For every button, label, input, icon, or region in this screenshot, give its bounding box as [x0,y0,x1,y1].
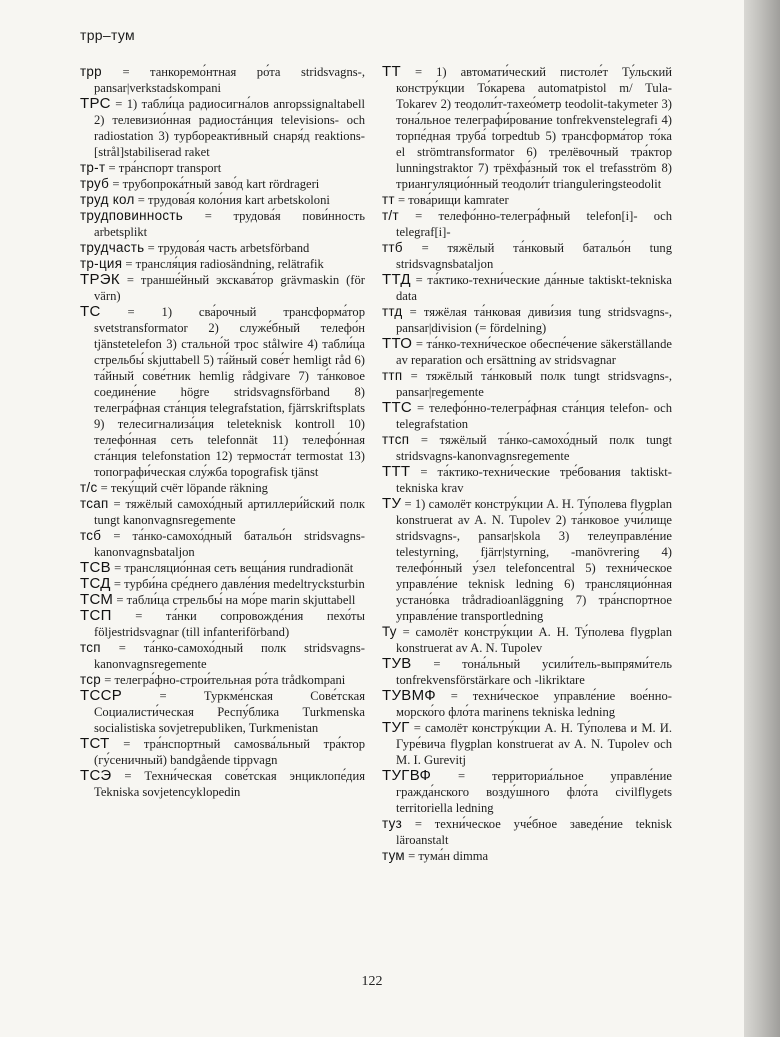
dictionary-entry [382,304,672,336]
entry-definition: = танкоремо́нтная ро́та stridsvagns-, pansar|verkstadskompani [94,65,365,95]
entry-headword: ТТС [382,399,413,416]
left-column [80,64,365,800]
entry-definition: = тра́нспортный самоsва́льный тра́ктор (гу́сеничный) bandgående tippvagn [94,737,365,767]
entry-definition: = теку́щий счёт löpande räkning [100,481,268,495]
entry-definition: = 1) табли́ца радиосигна́лов anropssignaltabell 2) телевизио́нная радиостáнция televisions- och radiostation 3) турбореакти́вный снаря́д reaktions- [strål]stabiliserad raket [94,97,365,159]
dictionary-entry [80,304,365,480]
entry-headword: ттд [382,304,403,319]
entry-headword: тт [382,192,395,207]
page-number: 122 [361,974,383,989]
entry-definition: = та́нко-самохо́дный батальо́н stridsvagns-kanonvagnsbataljon [94,529,365,559]
entry-definition: = Туркме́нская Сове́тская Социалисти́ческая Респу́блика Turkmenska socialistiska sovjetrepubliken, Turkmenistan [94,689,365,735]
running-head: трр–тум [80,27,135,43]
entry-headword: тр-ция [80,256,123,271]
dictionary-entry [80,208,365,240]
entry-headword: ТСП [80,607,112,624]
entry-definition: = телегра́фно-строи́тельная ро́та trådkompani [104,673,346,687]
entry-definition: = тра́нспорт transport [108,161,222,175]
dictionary-entry [80,528,365,560]
entry-headword: ТССР [80,687,123,704]
entry-headword: тр-т [80,160,106,175]
dictionary-entry [80,560,365,576]
dictionary-entry [80,256,365,272]
entry-definition: = техни́ческое управле́ние вое́нно-морско́го фло́та marinens tekniska ledning [396,689,672,719]
entry-definition: = това́рищи kamrater [398,193,509,207]
dictionary-entry [382,208,672,240]
entry-definition: = та́нко-самохо́дный полк stridsvagns-kanonvagnsregemente [94,641,365,671]
dictionary-entry [382,432,672,464]
dictionary-entry [80,688,365,736]
entry-headword: ТСТ [80,735,110,752]
entry-definition: = трансляцио́нная сеть веща́ния rundradionät [114,561,354,575]
entry-definition: = трудова́я пови́нность arbetsplikt [94,209,365,239]
entry-definition: = та́нки сопровожде́ния пехо́ты följestridsvagnar (till infanteriförband) [94,609,365,639]
entry-headword: ттб [382,240,403,255]
dictionary-entry [80,160,365,176]
entry-headword: ТС [80,303,101,320]
entry-headword: ТУВМФ [382,687,436,704]
dictionary-entry [382,336,672,368]
entry-headword: ТРС [80,95,111,112]
dictionary-entry [382,816,672,848]
dictionary-entry [80,672,365,688]
entry-headword: тсп [80,640,101,655]
dictionary-entry [80,480,365,496]
entry-headword: ТСВ [80,559,111,576]
entry-definition: = та́нко-техни́ческое обеспе́чение säkerställande av reparation och ersättning av stridsvagnar [396,337,672,367]
entry-definition: = тяжёлый самохо́дный артиллери́йский полк tungt kanonvagnsregemente [94,497,365,527]
dictionary-entry [382,368,672,400]
entry-definition: = 1) автомати́ческий пистоле́т Ту́льский констру́кции То́карева automatpistol m/ Tula-Tokarev 2) теодоли́т-тахео́метр teodolit-takymeter 3) тона́льное телеграфи́рование tonfrekvenstelegrafi 4) торпе́дная труба́ torpedtub 5) трансформа́тор то́ка el strömtransformator 6) трелёвочный тра́ктор lunningstraktor 7) трёхфа́зный ток el trefasström 8) триангуляцио́нный теодоли́т trianguleringsteodolit [396,65,673,191]
entry-headword: ТСМ [80,591,114,608]
entry-definition: = тяжёлый та́нко-самохо́дный полк tungt stridsvagns-kanonvagnsregemente [396,433,673,463]
dictionary-entry [382,240,672,272]
dictionary-entry [382,192,672,208]
entry-headword: ттсп [382,432,410,447]
dictionary-entry [80,96,365,160]
entry-definition: = трудова́я коло́ния kart arbetskoloni [137,193,330,207]
dictionary-entry [80,272,365,304]
right-column [382,64,672,864]
entry-definition: = трудова́я часть arbetsförband [147,241,310,255]
entry-definition: = тума́н dimma [408,849,489,863]
dictionary-entry [80,496,365,528]
entry-headword: ТУГВФ [382,767,432,784]
entry-definition: = 1) самолёт констру́кции А. Н. Ту́полева flygplan konstruerat av A. N. Tupolev 2) та́нковое учи́лище stridsvagns-, pansar|skola 3) телеуправле́ние telestyrning, fjärr|styrning, -manövrering 4) телефо́нный у́зел telefoncentral 5) техни́ческое управле́ние teknisk ledning 6) трансляцио́нная устано́вка trådradioanläggning 7) тра́нспортное управле́ние transportledning [396,497,672,623]
dictionary-entry [382,688,672,720]
entry-headword: ТРЭК [80,271,120,288]
dictionary-entry [80,176,365,192]
dictionary-entry [382,64,672,192]
entry-headword: тсб [80,528,102,543]
entry-definition: = табли́ца стрельбы́ на мо́ре marin skjuttabell [116,593,356,607]
entry-definition: = та́ктико-техни́ческие тре́бования taktiskt-tekniska krav [396,465,672,495]
dictionary-entry [382,400,672,432]
entry-headword: трудповинность [80,208,184,223]
dictionary-entry [80,736,365,768]
entry-definition: = телефо́нно-телегра́фный telefon[i]- och telegraf[i]- [396,209,672,239]
entry-definition: = самолёт констру́кции А. Н. Ту́полева flygplan konstruerat av A. N. Tupolev [396,625,672,655]
dictionary-entry [382,624,672,656]
entry-headword: ТУГ [382,719,410,736]
entry-definition: = тяжёлый та́нковый батальо́н tung stridsvagnsbataljon [396,241,672,271]
dictionary-entry [80,592,365,608]
dictionary-entry [80,640,365,672]
dictionary-entry [382,656,672,688]
dictionary-entry [382,720,672,768]
entry-definition: = территориа́льное управле́ние гражда́нского возду́шного фло́та civilflygets territoriella ledning [396,769,673,815]
entry-headword: Ту [382,624,397,639]
page-edge-shadow [744,0,780,1037]
entry-definition: = телефо́нно-телегра́фная ста́нция telefon- och telegrafstation [396,401,672,431]
entry-headword: ТТТ [382,463,411,480]
entry-headword: т/т [382,208,399,223]
dictionary-entry [382,464,672,496]
entry-headword: тум [382,848,405,863]
entry-headword: ТТ [382,63,401,80]
entry-definition: = Техни́ческая сове́тская энциклопе́дия Tekniska sovjetencyklopedin [94,769,365,799]
entry-definition: = тона́льный усили́тель-выпрями́тель tonfrekvensförstärkare och -likriktare [396,657,672,687]
dictionary-entry [80,608,365,640]
entry-headword: ттп [382,368,403,383]
entry-definition: = тяжёлая та́нковая диви́зия tung stridsvagns-, pansar|division (= fördelning) [396,305,672,335]
dictionary-entry [382,768,672,816]
dictionary-entry [80,192,365,208]
entry-headword: труд кол [80,192,135,207]
entry-headword: ТСД [80,575,111,592]
entry-headword: трудчасть [80,240,145,255]
entry-definition: = та́ктико-техни́ческие да́нные taktiskt-tekniska data [396,273,672,303]
entry-headword: ТУ [382,495,402,512]
entry-definition: = техни́ческое уче́бное заведе́ние teknisk läroanstalt [396,817,672,847]
entry-definition: = трубопрока́тный заво́д kart rördrageri [112,177,320,191]
entry-definition: = 1) сва́рочный трансформа́тор svetstransformator 2) служе́бный телефо́н tjänstetelefon 3) стально́й трос stålwire 4) табли́ца стрельбы́ skjuttabell 5) та́йный сове́т hemligt råd 6) та́йный сове́тник hemlig rådgivare 7) та́нковое соедине́ние högre stridsvagnsförband 8) телегра́фная ста́нция telegrafstation, fjärrskriftsplats 9) телесигнализа́ция teleteknisk kontroll 10) телефо́нная сеть telefonnät 11) телефо́нная ста́нция telefonstation 12) термоста́т termostat 13) топографи́ческая слу́жба topografisk tjänst [94,305,365,479]
entry-headword: ТУВ [382,655,412,672]
entry-headword: ТСЭ [80,767,112,784]
dictionary-entry [382,496,672,624]
dictionary-entry [382,848,672,864]
dictionary-entry [80,240,365,256]
entry-definition: = самолёт констру́кции А. Н. Ту́полева и М. И. Гуре́вича flygplan konstruerat av A. N. Tupolev och M. I. Gurevitj [396,721,672,767]
dictionary-entry [80,768,365,800]
dictionary-entry [382,272,672,304]
entry-headword: труб [80,176,110,191]
entry-definition: = транше́йный экскава́тор grävmaskin (för värn) [94,273,365,303]
entry-headword: ТТО [382,335,413,352]
entry-definition: = трансля́ция radiosändning, relätrafik [125,257,324,271]
dictionary-entry [80,576,365,592]
entry-definition: = тяжёлый та́нковый полк tungt stridsvagns-, pansar|regemente [396,369,672,399]
entry-headword: туз [382,816,403,831]
entry-headword: тсап [80,496,109,511]
entry-headword: тср [80,672,102,687]
entry-headword: ТТД [382,271,411,288]
entry-headword: т/с [80,480,98,495]
entry-definition: = турби́на сре́днего давле́ния medeltrycksturbin [113,577,365,591]
entry-headword: трр [80,64,102,79]
dictionary-entry [80,64,365,96]
